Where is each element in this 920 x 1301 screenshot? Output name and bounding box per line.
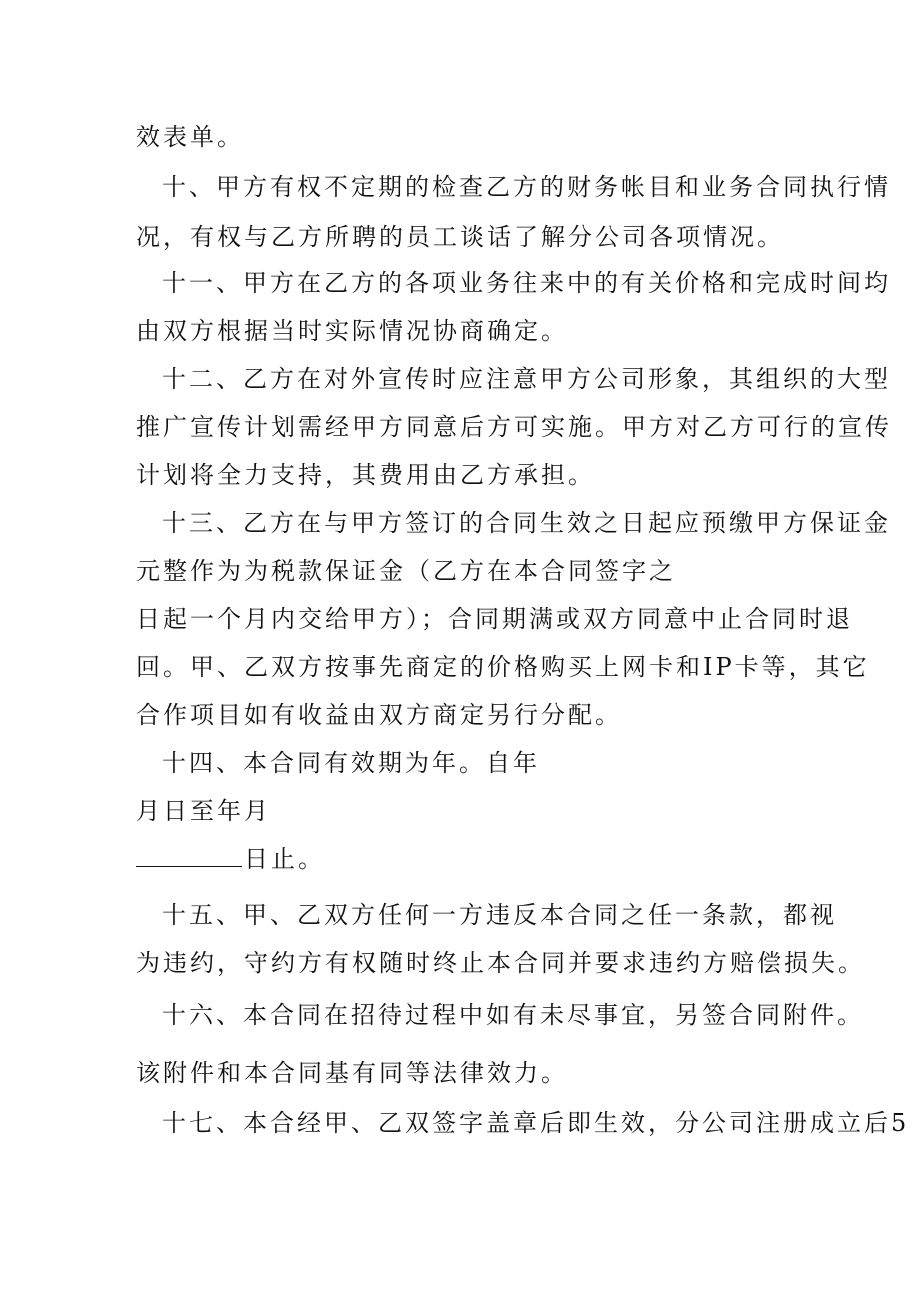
clause-13-line-3: 日起一个月内交给甲方）；合同期满或双方同意中止合同时退 — [136, 605, 853, 633]
clause-15-line-1: 十五、甲、乙双方任何一方违反本合同之任一条款，都视 — [162, 901, 837, 929]
clause-16-line-2: 该附件和本合同基有同等法律效力。 — [136, 1059, 568, 1087]
clause-14-line-2: 月日至年月 — [136, 797, 271, 825]
clause-17-line-1: 十七、本合经甲、乙双签字盖章后即生效，分公司注册成立后5 — [162, 1109, 910, 1137]
clause-10-line-1: 十、甲方有权不定期的检查乙方的财务帐目和业务合同执行情 — [162, 173, 891, 201]
clause-13-line-4: 回。甲、乙双方按事先商定的价格购买上网卡和IP卡等，其它 — [136, 653, 870, 681]
clause-13-line-1: 十三、乙方在与甲方签订的合同生效之日起应预缴甲方保证金 — [162, 509, 891, 537]
clause-14-line-3 — [136, 844, 325, 874]
clause-14-line-3-text: 日止。 — [244, 845, 325, 873]
clause-12-line-3: 计划将全力支持，其费用由乙方承担。 — [136, 461, 595, 489]
clause-13-line-5: 合作项目如有收益由双方商定另行分配。 — [136, 701, 622, 729]
clause-13-line-2: 元整作为为税款保证金（乙方在本合同签字之 — [136, 557, 676, 585]
clause-12-line-2: 推广宣传计划需经甲方同意后方可实施。甲方对乙方可行的宣传 — [136, 413, 892, 441]
clause-11-line-1: 十一、甲方在乙方的各项业务往来中的有关价格和完成时间均 — [162, 269, 891, 297]
text-line: 效表单。 — [136, 123, 244, 151]
clause-10-line-2: 况，有权与乙方所聘的员工谈话了解分公司各项情况。 — [136, 223, 784, 251]
clause-14-line-1: 十四、本合同有效期为年。自年 — [162, 749, 540, 777]
clause-15-line-2: 为违约，守约方有权随时终止本合同并要求违约方赔偿损失。 — [136, 949, 865, 977]
clause-16-line-1: 十六、本合同在招待过程中如有未尽事宜，另签合同附件。 — [162, 1001, 864, 1029]
clause-11-line-2: 由双方根据当时实际情况协商确定。 — [136, 317, 568, 345]
blank-underline — [136, 844, 242, 867]
clause-12-line-1: 十二、乙方在对外宣传时应注意甲方公司形象，其组织的大型 — [162, 365, 891, 393]
